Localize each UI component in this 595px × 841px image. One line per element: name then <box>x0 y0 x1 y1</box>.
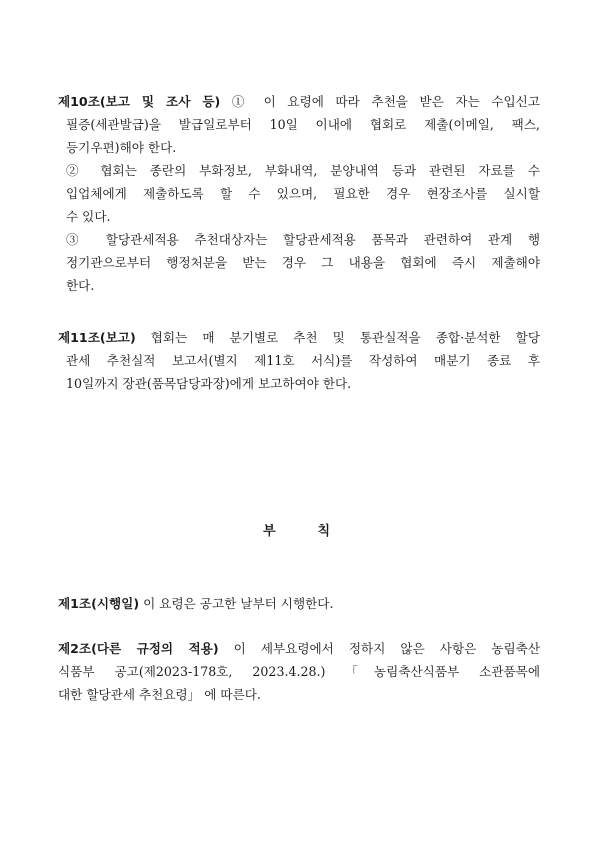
supplementary-article-1-line <box>58 592 540 615</box>
article-10-para-2-line: ② 협회는 종란의 부화정보, 부화내역, 분양내역 등과 관련된 자료를 수 <box>66 163 540 178</box>
article-10-line: 필증(세관발급)을 발급일로부터 10일 이내에 협회로 제출(이메일, 팩스, <box>66 117 540 132</box>
article-10-text: ① 이 요령에 따라 추천을 받은 자는 수입신고 <box>220 94 541 109</box>
article-10 <box>58 90 540 297</box>
supplementary-article-2-line: 식품부 공고(제2023-178호, 2023.4.28.) 「농림축산식품부 소관품목에 <box>58 664 540 679</box>
supplementary-article-2 <box>58 637 540 706</box>
article-11 <box>58 326 540 395</box>
article-10-line: 등기우편)해야 한다. <box>66 140 177 155</box>
supplementary-article-1 <box>58 592 540 615</box>
article-11-line: 10일까지 장관(품목담당과장)에게 보고하여야 한다. <box>66 376 352 391</box>
article-10-line-1 <box>58 90 540 113</box>
supplementary-article-1-text: 이 요령은 공고한 날부터 시행한다. <box>139 596 334 611</box>
article-10-para-3-line: 정기관으로부터 행정처분을 받는 경우 그 내용을 협회에 즉시 제출해야 <box>66 255 540 270</box>
supplementary-article-2-line-1 <box>58 637 540 660</box>
supplementary-article-1-heading: 제1조(시행일) <box>58 596 140 611</box>
article-11-heading: 제11조(보고) <box>58 330 136 345</box>
supplementary-provisions-title <box>0 520 595 539</box>
article-10-para-3-line: ③ 할당관세적용 추천대상자는 할당관세적용 품목과 관련하여 관계 행 <box>66 232 540 247</box>
article-11-line: 관세 추천실적 보고서(별지 제11호 서식)를 작성하여 매분기 종료 후 <box>66 353 540 368</box>
supplementary-article-2-text: 이 세부요령에서 정하지 않은 사항은 농림축산 <box>218 641 540 656</box>
supplementary-article-2-line: 대한 할당관세 추천요령」 에 따른다. <box>58 687 261 702</box>
article-10-para-2-line: 입업체에게 제출하도록 할 수 있으며, 필요한 경우 현장조사를 실시할 <box>66 186 540 201</box>
supplementary-article-2-heading: 제2조(다른 규정의 적용) <box>58 641 219 656</box>
article-10-heading: 제10조(보고 및 조사 등) <box>58 94 221 109</box>
article-11-text: 협회는 매 분기별로 추천 및 통관실적을 종합·분석한 할당 <box>135 330 540 345</box>
article-11-line-1 <box>58 326 540 349</box>
article-10-para-2-line: 수 있다. <box>66 209 111 224</box>
supplementary-title-char: 부 <box>262 524 278 539</box>
article-10-para-3-line: 한다. <box>66 278 95 293</box>
supplementary-title-char: 칙 <box>317 524 333 539</box>
